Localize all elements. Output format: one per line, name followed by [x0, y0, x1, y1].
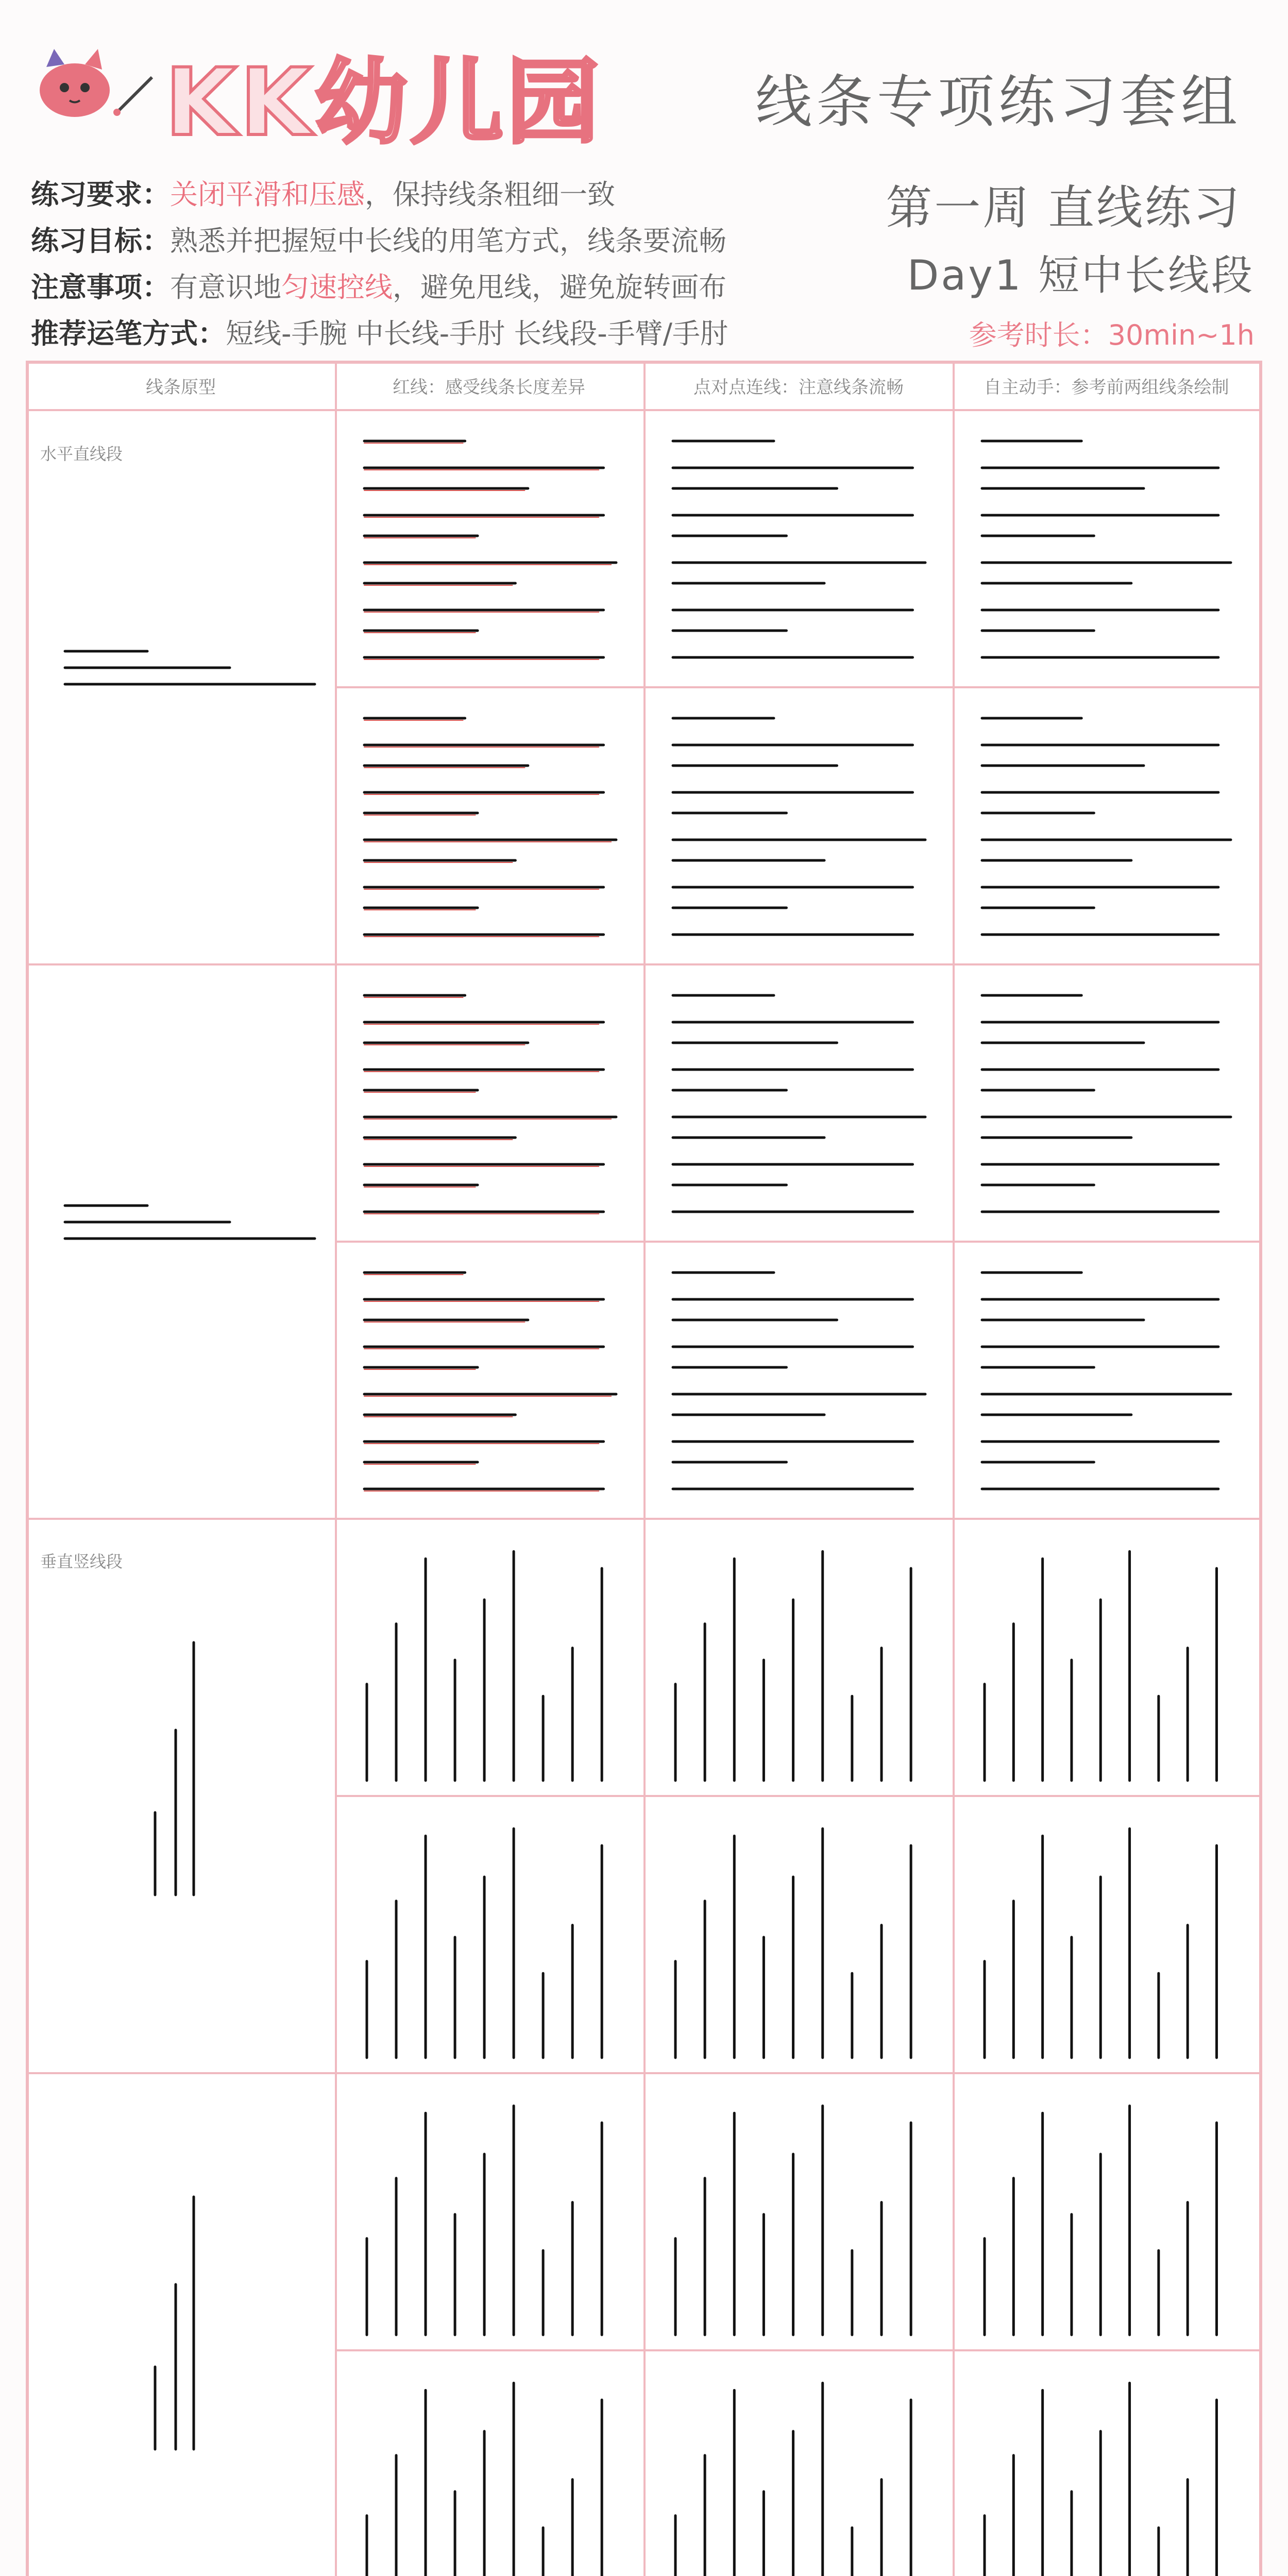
- practice-grid: [26, 361, 1262, 2576]
- day-title: Day1 短中长线段: [907, 251, 1255, 299]
- row-label: 水平直线段: [40, 444, 123, 464]
- column-header: 线条原型: [146, 377, 216, 398]
- column-header: 自主动手：参考前两组线条绘制: [984, 377, 1229, 398]
- requirement-3: 注意事项：有意识地匀速控线，避免甩线，避免旋转画布: [31, 271, 726, 303]
- column-header: 点对点连线：注意线条流畅: [693, 377, 904, 398]
- page-title: 线条专项练习套组: [755, 69, 1242, 135]
- reference-time: 参考时长：30min~1h: [969, 319, 1255, 351]
- brush-icon: [111, 72, 157, 118]
- column-header: 红线：感受线条长度差异: [393, 377, 585, 398]
- requirement-2: 练习目标：熟悉并把握短中长线的用笔方式，线条要流畅: [31, 225, 726, 257]
- row-label: 垂直竖线段: [40, 1552, 123, 1571]
- week-title: 第一周 直线练习: [886, 181, 1242, 235]
- requirement-1: 练习要求：关闭平滑和压感，保持线条粗细一致: [31, 178, 615, 211]
- devil-mascot-icon: [36, 46, 113, 118]
- header: [0, 0, 1288, 361]
- requirement-4: 推荐运笔方式：短线-手腕 中长线-手肘 长线段-手臂/手肘: [31, 317, 728, 350]
- practice-drawing-area: [29, 364, 1259, 2576]
- logo-text: KK幼儿园: [165, 49, 602, 157]
